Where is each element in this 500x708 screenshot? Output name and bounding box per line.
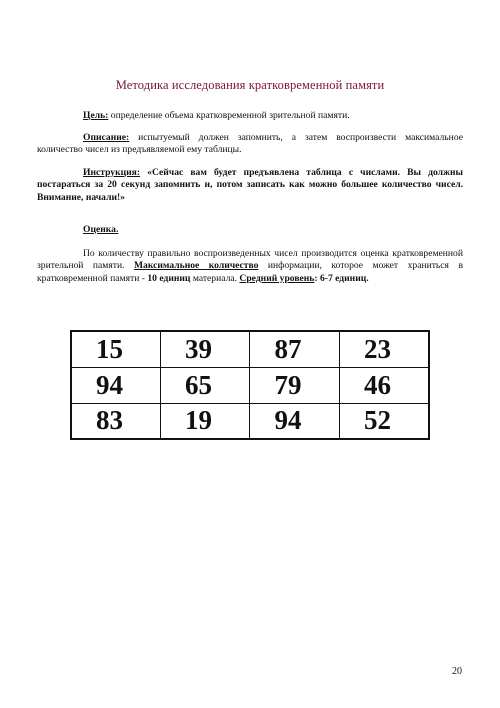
goal-paragraph — [37, 110, 463, 122]
max-amount-label: Максимальное количество — [133, 260, 259, 272]
average-level-value: : 6-7 единиц. — [314, 272, 369, 284]
table-row — [71, 367, 429, 403]
scoring-paragraph — [37, 248, 463, 285]
document-title: Методика исследования кратковременной памяти — [115, 78, 385, 92]
instruction-text: «Сейчас вам будет предъявлена таблица с числами. Вы должны постараться за 20 секунд запомнить и, потом записать как можно большее количество чисел. Внимание, начали!» — [37, 167, 463, 203]
average-level-label: Средний уровень — [239, 272, 315, 284]
table-cell: 94 — [71, 367, 161, 403]
scoring-heading-paragraph — [37, 224, 463, 236]
table-row — [71, 331, 429, 367]
table-cell: 94 — [250, 403, 339, 439]
table-cell: 87 — [250, 331, 339, 367]
scoring-heading: Оценка. — [83, 224, 119, 235]
table-cell: 23 — [339, 331, 429, 367]
table-cell: 19 — [161, 403, 250, 439]
numbers-table — [70, 330, 430, 440]
goal-text: определение объема кратковременной зрительной памяти. — [108, 110, 350, 121]
scoring-text-3: материала. — [190, 272, 240, 284]
instruction-paragraph — [37, 167, 463, 204]
page-number: 20 — [452, 666, 462, 677]
scoring-text-2: информации, которое может храниться в кратковременной памяти - — [37, 260, 463, 284]
goal-label: Цель: — [83, 110, 109, 121]
table-row — [71, 403, 429, 439]
table-cell: 46 — [339, 367, 429, 403]
table-cell: 39 — [161, 331, 250, 367]
table-cell: 83 — [71, 403, 161, 439]
description-paragraph — [37, 132, 463, 157]
max-amount-value: 10 единиц — [147, 272, 191, 284]
description-text: испытуемый должен запомнить, а затем воспроизвести максимальное количество чисел из предъявляемой ему таблицы. — [37, 132, 463, 156]
description-label: Описание: — [83, 132, 130, 143]
table-cell: 65 — [161, 367, 250, 403]
scoring-text-1: По количеству правильно воспроизведенных чисел производится оценка кратковременной зрительной памяти. — [37, 248, 463, 272]
table-cell: 79 — [250, 367, 339, 403]
instruction-label: Инструкция: — [83, 167, 141, 178]
table-cell: 52 — [339, 403, 429, 439]
table-cell: 15 — [71, 331, 161, 367]
